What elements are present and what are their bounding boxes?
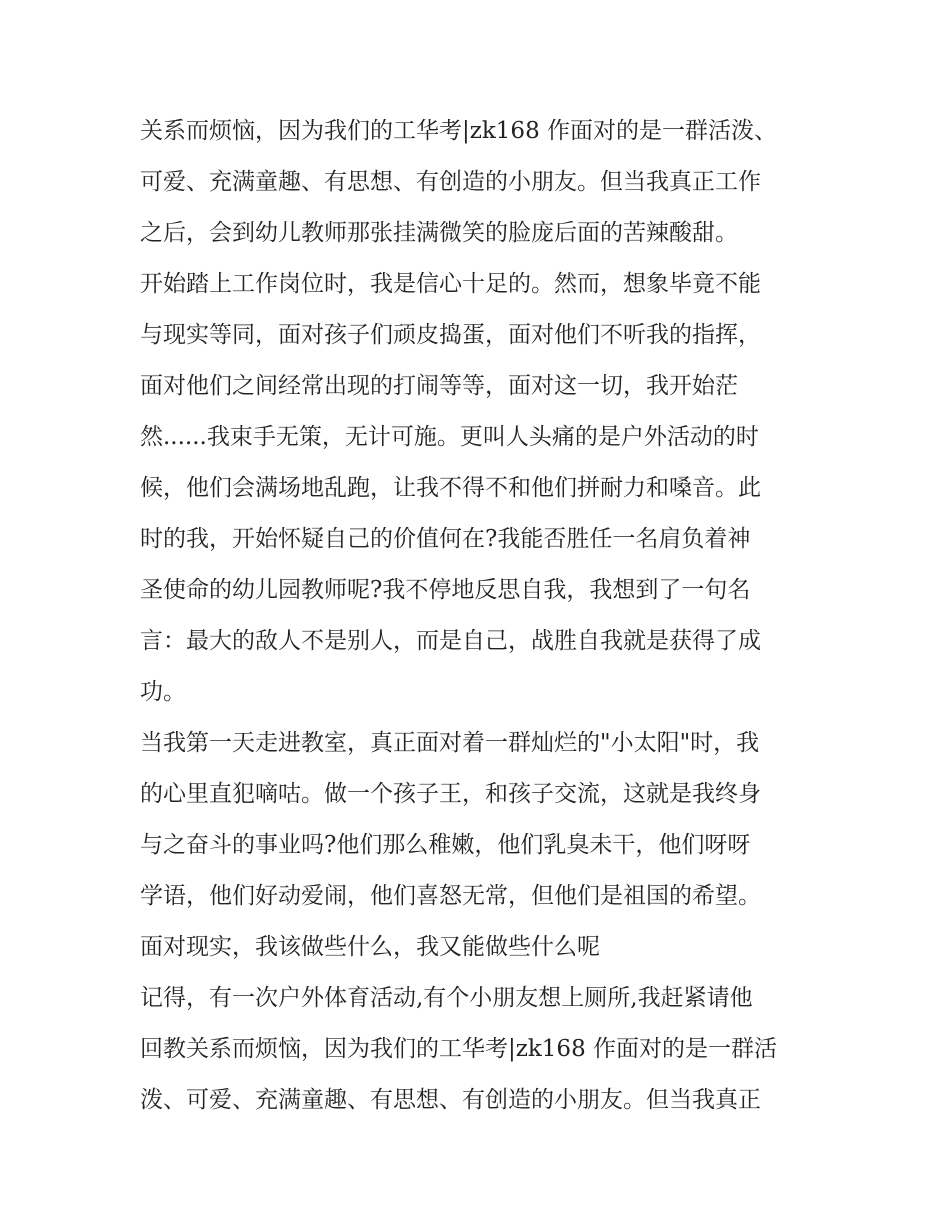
text-line: 可爱、充满童趣、有思想、有创造的小朋友。但当我真正工作 <box>140 169 761 195</box>
text-line: 当我第一天走进教室，真正面对着一群灿烂的"小太阳"时，我 <box>140 730 760 756</box>
text-line: 回教关系而烦恼，因为我们的工华考|zk168 作面对的是一群活 <box>140 1036 778 1062</box>
text-line: 开始踏上工作岗位时，我是信心十足的。然而，想象毕竟不能 <box>140 271 761 297</box>
text-line: 与现实等同，面对孩子们顽皮捣蛋，面对他们不听我的指挥， <box>140 322 761 348</box>
text-line: 泼、可爱、充满童趣、有思想、有创造的小朋友。但当我真正 <box>140 1087 761 1113</box>
text-line: 时的我，开始怀疑自己的价值何在?我能否胜任一名肩负着神 <box>140 526 751 552</box>
text-line: 圣使命的幼儿园教师呢?我不停地反思自我，我想到了一句名 <box>140 577 751 603</box>
text-line: 面对他们之间经常出现的打闹等等，面对这一切，我开始茫 <box>140 373 738 399</box>
text-line: 与之奋斗的事业吗?他们那么稚嫩，他们乳臭未干，他们呀呀 <box>140 832 751 858</box>
text-line: 的心里直犯嘀咕。做一个孩子王，和孩子交流，这就是我终身 <box>140 781 761 807</box>
text-line: 功。 <box>140 679 186 705</box>
text-line: 然......我束手无策，无计可施。更叫人头痛的是户外活动的时 <box>140 424 759 450</box>
text-line: 关系而烦恼，因为我们的工华考|zk168 作面对的是一群活泼、 <box>140 118 778 144</box>
text-line: 言：最大的敌人不是别人，而是自己，战胜自我就是获得了成 <box>140 628 761 654</box>
body-text <box>140 106 820 1126</box>
text-line: 面对现实，我该做些什么，我又能做些什么呢 <box>140 934 600 960</box>
text-line: 候，他们会满场地乱跑，让我不得不和他们拼耐力和嗓音。此 <box>140 475 761 501</box>
text-line: 记得，有一次户外体育活动,有个小朋友想上厕所,我赶紧请他 <box>140 985 753 1011</box>
text-line: 学语，他们好动爱闹，他们喜怒无常，但他们是祖国的希望。 <box>140 883 761 909</box>
text-line: 之后，会到幼儿教师那张挂满微笑的脸庞后面的苦辣酸甜。 <box>140 220 738 246</box>
